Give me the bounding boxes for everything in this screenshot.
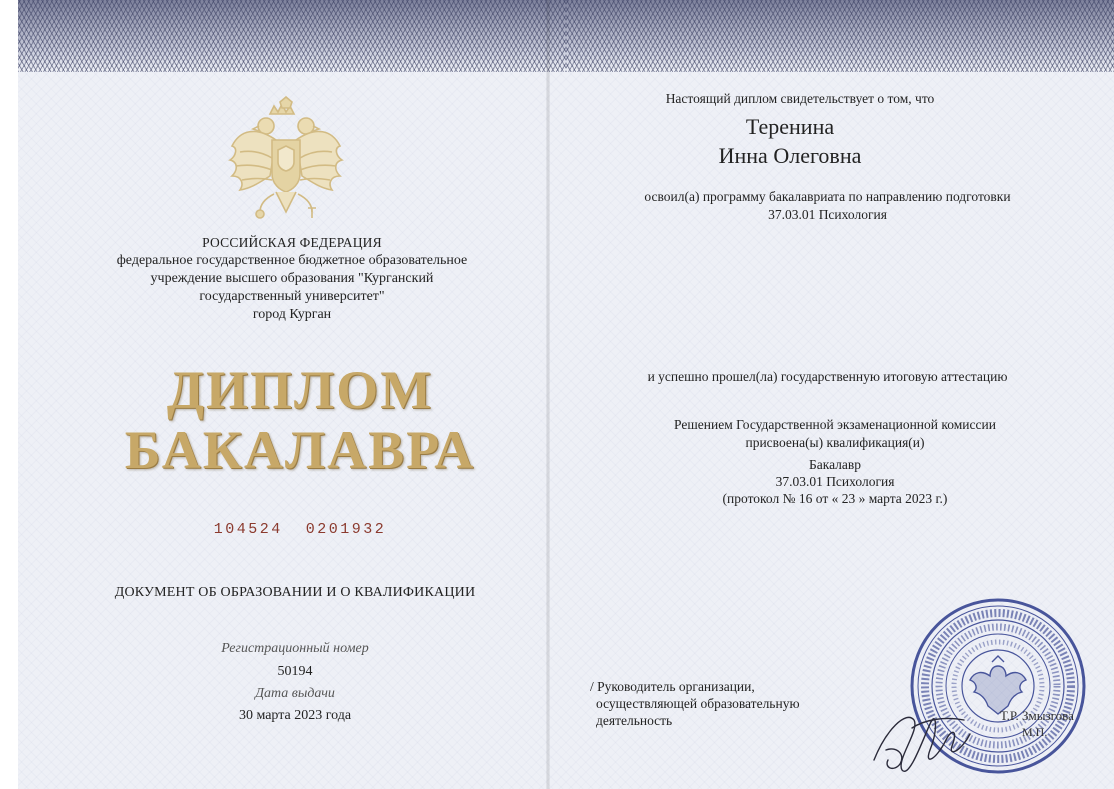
signatory-line: / Руководитель организации, xyxy=(590,679,755,694)
organization-block xyxy=(92,234,492,324)
country-name: РОССИЙСКАЯ ФЕДЕРАЦИЯ xyxy=(202,235,382,250)
handwritten-signature-icon xyxy=(866,690,976,785)
stamp-place-mark: М.П. xyxy=(1022,725,1048,739)
registration-number: 50194 xyxy=(277,664,313,679)
program-intro: освоил(а) программу бакалавриата по направлению подготовки xyxy=(644,189,1011,204)
russian-coat-of-arms-icon xyxy=(226,96,346,228)
commission-line: присвоена(ы) квалификация(и) xyxy=(745,435,925,450)
signer-name: Т.Р. Змызгова xyxy=(1000,708,1074,723)
org-line: государственный университет" xyxy=(199,289,385,304)
certifies-text: Настоящий диплом свидетельствует о том, что xyxy=(665,91,935,106)
program-name: 37.03.01 Психология xyxy=(768,207,887,222)
qualification-block xyxy=(600,456,1070,507)
diploma-title-line: БАКАЛАВРА xyxy=(124,420,476,480)
signatory-line: деятельность xyxy=(596,713,673,728)
protocol-reference: (протокол № 16 от « 23 » марта 2023 г.) xyxy=(722,491,948,506)
attestation-text: и успешно прошел(ла) государственную итоговую аттестацию xyxy=(647,369,1008,384)
issue-date: 30 марта 2023 года xyxy=(238,708,352,723)
qualification-program: 37.03.01 Психология xyxy=(775,474,895,489)
diploma-title xyxy=(100,360,500,480)
org-line: федеральное государственное бюджетное образовательное xyxy=(116,253,468,268)
graduate-surname: Теренина xyxy=(745,114,835,139)
guilloche-border-left xyxy=(18,0,566,72)
diploma-title-line: ДИПЛОМ xyxy=(166,360,434,420)
page-fold xyxy=(546,0,550,789)
guilloche-border-right xyxy=(566,0,1114,72)
org-line: учреждение высшего образования "Курганский xyxy=(150,271,434,286)
org-city: город Курган xyxy=(252,307,332,322)
qualification-title: Бакалавр xyxy=(808,457,862,472)
issue-date-label: Дата выдачи xyxy=(255,686,335,701)
commission-decision xyxy=(600,416,1070,452)
document-type: ДОКУМЕНТ ОБ ОБРАЗОВАНИИ И О КВАЛИФИКАЦИИ xyxy=(114,585,476,600)
signatory-title xyxy=(590,678,870,729)
commission-line: Решением Государственной экзаменационной комиссии xyxy=(674,417,996,432)
signatory-line: осуществляющей образовательную xyxy=(596,696,800,711)
graduate-given-names: Инна Олеговна xyxy=(718,143,862,168)
serial-number: 104524 0201932 xyxy=(213,521,387,538)
registration-label: Регистрационный номер xyxy=(221,641,369,656)
graduate-name xyxy=(600,112,980,170)
